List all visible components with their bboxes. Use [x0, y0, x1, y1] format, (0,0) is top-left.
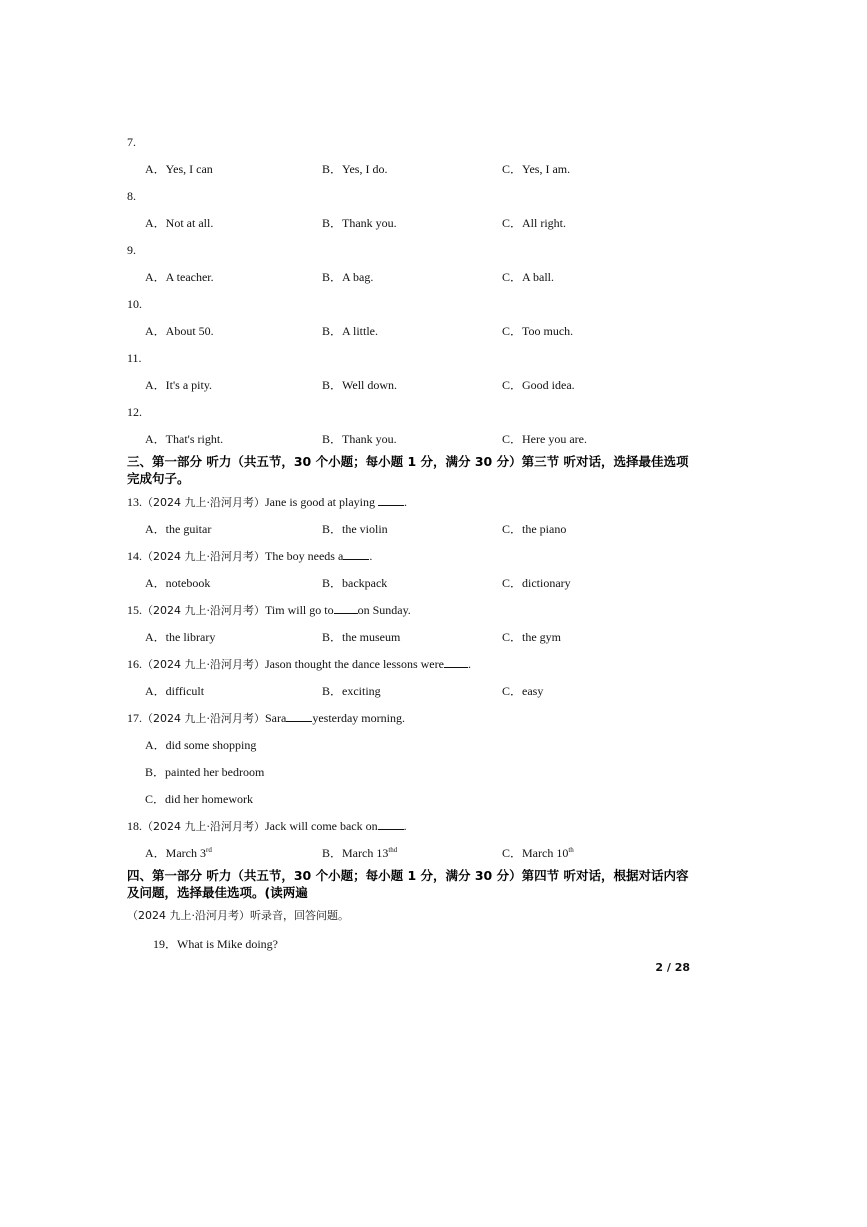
question-19-stem: 19．What is Mike doing?	[153, 937, 278, 951]
question-12-options	[145, 431, 705, 447]
option-b: B．Thank you.	[322, 432, 397, 446]
question-7-number: 7.	[127, 135, 136, 149]
question-16-stem: 16.（2024 九上·沿河月考）Jason thought the dance lessons were .	[127, 657, 471, 671]
answer-blank	[286, 710, 312, 722]
question-9-options	[145, 269, 705, 285]
option-b: B．Yes, I do.	[322, 162, 388, 176]
option-b: B．A little.	[322, 324, 379, 338]
question-14-options	[145, 575, 705, 591]
question-17-option-c: C．did her homework	[145, 792, 253, 806]
question-17-stem: 17.（2024 九上·沿河月考）Sara yesterday morning.	[127, 711, 405, 725]
option-c: C．the piano	[502, 522, 567, 536]
question-14-stem: 14.（2024 九上·沿河月考）The boy needs a .	[127, 549, 373, 563]
question-13-stem: 13.（2024 九上·沿河月考）Jane is good at playing .	[127, 495, 407, 509]
option-a: A．the guitar	[145, 522, 212, 536]
question-11-number: 11.	[127, 351, 142, 365]
question-10-number: 10.	[127, 297, 142, 311]
option-c: C．Yes, I am.	[502, 162, 571, 176]
question-15-options	[145, 629, 705, 645]
question-18-stem: 18.（2024 九上·沿河月考）Jack will come back on .	[127, 819, 407, 833]
question-8-number: 8.	[127, 189, 136, 203]
answer-blank	[378, 818, 404, 830]
option-c: C．Too much.	[502, 324, 574, 338]
question-17-option-b: B．painted her bedroom	[145, 765, 265, 779]
answer-blank	[378, 494, 404, 506]
option-a: A．notebook	[145, 576, 211, 590]
option-b: B．Thank you.	[322, 216, 397, 230]
option-c: C．dictionary	[502, 576, 571, 590]
section-4-heading: 四、第一部分 听力（共五节，30 个小题；每小题 1 分，满分 30 分）第四节 听对话，根据对话内容及问题，选择最佳选项。(读两遍	[127, 868, 689, 900]
answer-blank	[444, 656, 468, 668]
option-a: A．That's right.	[145, 432, 224, 446]
option-c: C．March 10th	[502, 846, 574, 860]
option-b: B．Well down.	[322, 378, 398, 392]
question-11-options	[145, 377, 705, 393]
option-c: C．the gym	[502, 630, 561, 644]
question-9-number: 9.	[127, 243, 136, 257]
page-number: 2 / 28	[655, 961, 690, 974]
question-12-number: 12.	[127, 405, 142, 419]
option-a: A．Yes, I can	[145, 162, 213, 176]
option-a: A．Not at all.	[145, 216, 214, 230]
question-17-option-a: A．did some shopping	[145, 738, 257, 752]
option-c: C．Good idea.	[502, 378, 575, 392]
option-c: C．A ball.	[502, 270, 555, 284]
option-b: B．March $13^{thd}$	[322, 846, 398, 860]
question-18-options	[145, 845, 705, 861]
question-7-options	[145, 161, 705, 177]
option-a: A．March 3rd	[145, 846, 212, 860]
option-b: B．backpack	[322, 576, 388, 590]
option-b: B．the violin	[322, 522, 388, 536]
option-a: A．A teacher.	[145, 270, 214, 284]
option-c: C．easy	[502, 684, 544, 698]
option-c: C．All right.	[502, 216, 567, 230]
question-15-stem: 15.（2024 九上·沿河月考）Tim will go to on Sunday.	[127, 603, 411, 617]
option-a: A．the library	[145, 630, 216, 644]
section-3-heading: 三、第一部分 听力（共五节，30 个小题；每小题 1 分，满分 30 分）第三节 听对话，选择最佳选项完成句子。	[127, 454, 689, 486]
option-a: A．About 50.	[145, 324, 214, 338]
question-10-options	[145, 323, 705, 339]
option-c: C．Here you are.	[502, 432, 587, 446]
option-b: B．the museum	[322, 630, 401, 644]
question-16-options	[145, 683, 705, 699]
option-a: A．It's a pity.	[145, 378, 213, 392]
option-b: B．A bag.	[322, 270, 374, 284]
answer-blank	[343, 548, 369, 560]
answer-blank	[334, 602, 358, 614]
option-b: B．exciting	[322, 684, 381, 698]
question-8-options	[145, 215, 705, 231]
option-a: A．difficult	[145, 684, 205, 698]
section-4-instruction: （2024 九上·沿河月考）听录音，回答问题。	[127, 909, 349, 922]
question-13-options	[145, 521, 705, 537]
